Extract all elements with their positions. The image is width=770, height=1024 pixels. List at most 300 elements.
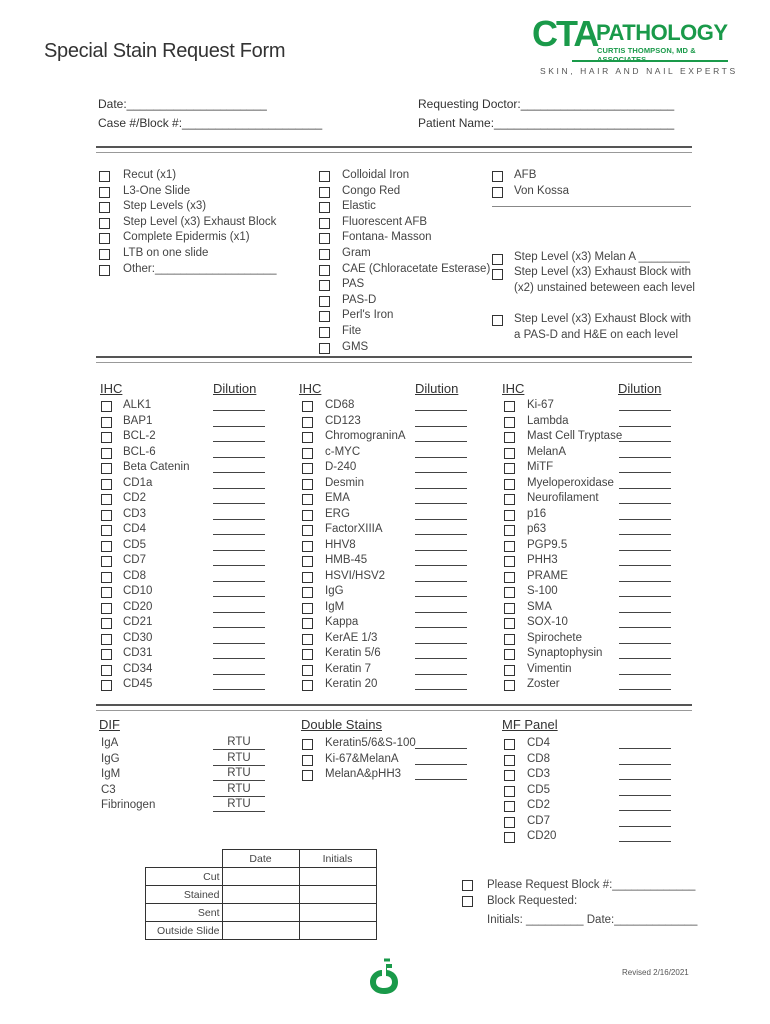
double-stain-checkbox[interactable] [302,755,313,766]
ihc-checkbox[interactable] [302,525,313,536]
stain-checkbox[interactable] [319,249,330,260]
dif-label: IgA [101,737,119,749]
stain-checkbox[interactable] [319,311,330,322]
stain-checkbox[interactable] [99,233,110,244]
stain-checkbox[interactable] [319,280,330,291]
dilution-blank[interactable] [619,658,671,659]
ihc-label: CD123 [325,414,361,427]
ihc-checkbox[interactable] [302,618,313,629]
dilution-blank[interactable] [415,643,467,644]
stain-checkbox[interactable] [99,249,110,260]
step-level-label: a PAS-D and H&E on each level [514,329,679,341]
ihc-checkbox[interactable] [504,432,515,443]
ihc-label: CD20 [123,600,153,613]
tracking-cell[interactable] [222,868,299,886]
ihc-checkbox[interactable] [504,587,515,598]
ihc-label: CD31 [123,647,153,659]
ihc-label: p16 [527,507,547,520]
tracking-date-header: Date [222,850,299,868]
ihc-label: Beta Catenin [123,461,190,473]
ihc-label: Spirochete [527,631,582,644]
requesting-doctor-field[interactable]: Requesting Doctor:_______________________ [418,97,675,111]
ihc-label: Keratin 5/6 [325,647,381,659]
ihc-label: Lambda [527,414,569,427]
dilution-blank[interactable] [415,565,467,566]
block-requested-label: Block Requested: [487,895,578,907]
ihc-label: PHH3 [527,554,558,566]
please-request-block-label: Please Request Block #:_____________ [487,879,696,891]
ihc-checkbox[interactable] [504,463,515,474]
date-field[interactable]: Date:_____________________ [98,97,267,111]
ihc-checkbox[interactable] [504,603,515,614]
double-stain-checkbox[interactable] [302,739,313,750]
dilution-blank[interactable] [415,519,467,520]
ihc-checkbox[interactable] [101,417,112,428]
dif-label: IgM [101,768,121,780]
mf-panel-label: CD5 [527,783,551,796]
mf-panel-checkbox[interactable] [504,817,515,828]
ihc-label: CD4 [123,523,147,535]
dilution-blank[interactable] [415,689,467,690]
dilution-blank[interactable] [619,810,671,811]
stain-label: Other:___________________ [123,262,277,275]
mf-panel-checkbox[interactable] [504,786,515,797]
dif-label: C3 [101,783,116,796]
dilution-blank[interactable] [415,472,467,473]
ihc-checkbox[interactable] [302,541,313,552]
tracking-cell[interactable] [299,868,376,886]
dilution-blank[interactable] [213,503,265,504]
ihc-label: c-MYC [325,445,361,458]
dilution-blank[interactable] [415,426,467,427]
dif-rtu-value: RTU [213,736,265,750]
stain-label: Elastic [342,200,376,213]
mf-panel-label: CD2 [527,799,551,811]
tracking-row-label: Cut [146,868,223,886]
dilution-blank[interactable] [619,426,671,427]
logo-mark: CTA [532,13,598,54]
stain-checkbox[interactable] [319,265,330,276]
dilution-blank[interactable] [213,674,265,675]
ihc-checkbox[interactable] [504,417,515,428]
dilution-blank[interactable] [619,596,671,597]
dilution-blank[interactable] [213,534,265,535]
dilution-blank[interactable] [213,627,265,628]
step-level-exhaust-checkbox[interactable] [492,269,503,280]
step-level-label: Step Level (x3) Melan A ________ [514,251,690,263]
dilution-header: Dilution [415,381,459,396]
dilution-blank[interactable] [213,612,265,613]
dif-rtu-value: RTU [213,752,265,766]
stain-label: Fite [342,325,362,337]
tracking-initials-header: Initials [299,850,376,868]
ihc-checkbox[interactable] [504,665,515,676]
patient-name-field[interactable]: Patient Name:___________________________ [418,116,675,130]
ihc-label: CD2 [123,492,147,504]
stain-label: Colloidal Iron [342,169,410,181]
dilution-blank[interactable] [213,426,265,427]
mf-panel-label: CD20 [527,830,557,842]
ihc-checkbox[interactable] [504,541,515,552]
ihc-label: BAP1 [123,414,153,427]
ihc-label: Desmin [325,476,364,489]
step-level-pasd-checkbox[interactable] [492,315,503,326]
tracking-cell[interactable] [299,886,376,904]
ihc-header: IHC [100,381,123,396]
section-divider [96,146,692,153]
dif-label: IgG [101,752,120,765]
dilution-blank[interactable] [619,612,671,613]
revised-date: Revised 2/16/2021 [622,968,689,977]
tracking-cell[interactable] [299,922,376,940]
stain-checkbox[interactable] [319,218,330,229]
ihc-label: FactorXIIIA [325,523,383,535]
ihc-checkbox[interactable] [504,649,515,660]
dilution-blank[interactable] [619,441,671,442]
dilution-blank[interactable] [213,472,265,473]
dilution-blank[interactable] [619,643,671,644]
ihc-checkbox[interactable] [504,618,515,629]
dilution-blank[interactable] [619,674,671,675]
dilution-blank[interactable] [213,488,265,489]
dilution-blank[interactable] [415,441,467,442]
ihc-checkbox[interactable] [302,448,313,459]
ihc-checkbox[interactable] [302,479,313,490]
ihc-label: IgM [325,600,345,613]
double-stain-label: MelanA&pHH3 [325,768,402,780]
ihc-checkbox[interactable] [101,634,112,645]
tracking-row-label: Stained [146,886,223,904]
stain-label: L3-One Slide [123,184,191,197]
section-divider [96,356,692,363]
ihc-checkbox[interactable] [302,463,313,474]
stain-checkbox[interactable] [319,343,330,354]
dilution-blank[interactable] [619,457,671,458]
ihc-checkbox[interactable] [101,680,112,691]
ihc-label: SOX-10 [527,616,568,628]
ihc-label: MelanA [527,445,566,458]
mf-panel-label: CD8 [527,752,551,765]
dilution-blank[interactable] [415,748,467,749]
dilution-blank[interactable] [415,764,467,765]
cta-hook-icon [364,958,404,998]
ihc-label: HMB-45 [325,554,368,566]
stain-label: Gram [342,247,371,259]
dilution-blank[interactable] [415,581,467,582]
mf-panel-label: CD4 [527,737,551,749]
stains-col3-divider [492,206,691,207]
dilution-blank[interactable] [213,689,265,690]
ihc-label: CD10 [123,585,153,597]
tracking-cell[interactable] [222,886,299,904]
dif-rtu-value: RTU [213,783,265,797]
dilution-blank[interactable] [415,627,467,628]
logo-subtitle: CURTIS THOMPSON, MD & [597,46,696,55]
dilution-blank[interactable] [415,457,467,458]
please-request-block-checkbox[interactable] [462,880,473,891]
ihc-checkbox[interactable] [302,432,313,443]
ihc-label: CD7 [123,554,147,566]
ihc-label: CD1a [123,476,153,489]
dilution-blank[interactable] [213,643,265,644]
stain-checkbox[interactable] [319,202,330,213]
section-divider [96,704,692,711]
stain-label: Congo Red [342,184,401,197]
ihc-label: EMA [325,492,350,504]
ihc-label: Neurofilament [527,492,599,504]
dilution-blank[interactable] [619,534,671,535]
dilution-blank[interactable] [619,550,671,551]
ihc-label: CD3 [123,507,147,520]
stain-label: Step Levels (x3) [123,200,207,213]
ihc-label: SMA [527,600,552,613]
dilution-blank[interactable] [619,488,671,489]
tracking-cell[interactable] [222,922,299,940]
tracking-cell[interactable] [222,904,299,922]
logo-name: PATHOLOGY [596,20,728,45]
logo-tagline: SKIN, HAIR AND NAIL EXPERTS [540,66,738,76]
ihc-checkbox[interactable] [504,556,515,567]
ihc-checkbox[interactable] [101,510,112,521]
dif-rtu-value: RTU [213,798,265,812]
case-block-field[interactable]: Case #/Block #:_____________________ [98,116,323,130]
double-stain-label: Keratin5/6&S-100 [325,737,416,749]
dilution-blank[interactable] [415,503,467,504]
dilution-blank[interactable] [213,550,265,551]
form-title: Special Stain Request Form [44,40,286,62]
ihc-label: Keratin 7 [325,662,372,675]
ihc-checkbox[interactable] [302,510,313,521]
ihc-label: MiTF [527,461,554,473]
stain-label: LTB on one slide [123,247,209,259]
mf-panel-checkbox[interactable] [504,755,515,766]
ihc-checkbox[interactable] [302,401,313,412]
ihc-checkbox[interactable] [101,572,112,583]
dilution-blank[interactable] [415,410,467,411]
ihc-label: D-240 [325,461,357,473]
dilution-blank[interactable] [213,596,265,597]
ihc-label: ALK1 [123,399,152,411]
dilution-blank[interactable] [415,612,467,613]
dilution-blank[interactable] [619,519,671,520]
ihc-label: PGP9.5 [527,538,568,551]
dilution-blank[interactable] [415,658,467,659]
dilution-blank[interactable] [213,565,265,566]
stain-checkbox[interactable] [99,202,110,213]
stain-checkbox[interactable] [99,171,110,182]
ihc-label: CD68 [325,399,355,411]
ihc-checkbox[interactable] [504,510,515,521]
logo-divider [572,60,728,62]
ihc-checkbox[interactable] [504,680,515,691]
ihc-label: IgG [325,585,344,597]
ihc-checkbox[interactable] [101,432,112,443]
ihc-checkbox[interactable] [101,665,112,676]
tracking-row-label: Sent [146,904,223,922]
tracking-cell[interactable] [299,904,376,922]
block-requested-checkbox[interactable] [462,896,473,907]
ihc-checkbox[interactable] [302,587,313,598]
ihc-checkbox[interactable] [101,401,112,412]
dilution-blank[interactable] [415,674,467,675]
ihc-checkbox[interactable] [101,525,112,536]
ihc-label: CD30 [123,631,153,644]
ihc-checkbox[interactable] [302,634,313,645]
stain-label: PAS-D [342,293,377,306]
dilution-blank[interactable] [619,410,671,411]
double-stain-label: Ki-67&MelanA [325,752,399,765]
ihc-checkbox[interactable] [101,649,112,660]
stain-label: CAE (Chloracetate Esterase) [342,262,491,275]
ihc-label: HSVI/HSV2 [325,569,386,582]
mf-panel-label: CD7 [527,814,551,827]
dilution-blank[interactable] [619,779,671,780]
dilution-blank[interactable] [619,565,671,566]
ihc-checkbox[interactable] [101,463,112,474]
ihc-checkbox[interactable] [302,680,313,691]
stain-label: PAS [342,278,365,291]
ihc-checkbox[interactable] [302,572,313,583]
ihc-label: CD5 [123,538,147,551]
cta-pathology-logo [532,13,738,82]
ihc-label: CD8 [123,569,147,582]
mf-panel-checkbox[interactable] [504,770,515,781]
ihc-checkbox[interactable] [101,541,112,552]
mf-panel-checkbox[interactable] [504,801,515,812]
ihc-label: Myeloperoxidase [527,476,614,489]
ihc-label: Vimentin [527,662,572,675]
dilution-blank[interactable] [619,581,671,582]
ihc-checkbox[interactable] [302,494,313,505]
ihc-checkbox[interactable] [302,649,313,660]
ihc-checkbox[interactable] [101,618,112,629]
dilution-header: Dilution [618,381,662,396]
stain-checkbox[interactable] [319,187,330,198]
ihc-checkbox[interactable] [504,634,515,645]
stain-checkbox[interactable] [319,327,330,338]
stain-checkbox[interactable] [319,171,330,182]
stain-label: Perl's Iron [342,309,394,322]
stain-checkbox[interactable] [99,265,110,276]
ihc-label: Zoster [527,678,560,690]
ihc-label: Mast Cell Tryptase [527,430,623,442]
stain-label: Fluorescent AFB [342,215,428,228]
ihc-label: CD34 [123,662,153,675]
dilution-blank[interactable] [619,472,671,473]
tracking-table [145,849,377,940]
ihc-checkbox[interactable] [101,494,112,505]
double-stain-checkbox[interactable] [302,770,313,781]
mf-panel-label: CD3 [527,768,551,780]
stain-checkbox[interactable] [492,171,503,182]
stain-label: Fontana- Masson [342,231,432,244]
ihc-label: S-100 [527,585,558,597]
dilution-blank[interactable] [619,689,671,690]
dilution-blank[interactable] [213,581,265,582]
ihc-header: IHC [299,381,322,396]
dilution-blank[interactable] [619,826,671,827]
ihc-label: ERG [325,507,350,520]
ihc-checkbox[interactable] [101,603,112,614]
dilution-blank[interactable] [213,519,265,520]
dif-label: Fibrinogen [101,799,156,811]
stain-label: Von Kossa [514,184,569,197]
ihc-label: Ki-67 [527,399,554,411]
ihc-checkbox[interactable] [504,401,515,412]
ihc-checkbox[interactable] [504,479,515,490]
dilution-blank[interactable] [415,534,467,535]
stain-label: GMS [342,340,369,353]
tracking-row-label: Outside Slide [146,922,223,940]
ihc-checkbox[interactable] [302,556,313,567]
ihc-label: Synaptophysin [527,647,603,659]
dilution-blank[interactable] [619,841,671,842]
step-level-melan-a-checkbox[interactable] [492,254,503,265]
ihc-label: BCL-6 [123,445,156,458]
dilution-blank[interactable] [619,795,671,796]
stain-label: AFB [514,169,537,181]
ihc-label: ChromograninA [325,430,406,442]
ihc-checkbox[interactable] [302,417,313,428]
ihc-checkbox[interactable] [302,665,313,676]
ihc-label: HHV8 [325,538,356,551]
ihc-label: Keratin 20 [325,678,378,690]
ihc-checkbox[interactable] [504,572,515,583]
dilution-blank[interactable] [213,658,265,659]
dilution-blank[interactable] [213,441,265,442]
ihc-label: Kappa [325,616,359,628]
stain-checkbox[interactable] [319,296,330,307]
stain-checkbox[interactable] [99,218,110,229]
ihc-checkbox[interactable] [504,525,515,536]
mf-panel-checkbox[interactable] [504,739,515,750]
dilution-blank[interactable] [619,627,671,628]
stain-checkbox[interactable] [319,233,330,244]
mf-panel-checkbox[interactable] [504,832,515,843]
stain-checkbox[interactable] [492,187,503,198]
dilution-blank[interactable] [619,503,671,504]
dilution-blank[interactable] [619,748,671,749]
dilution-blank[interactable] [213,410,265,411]
step-level-label: (x2) unstained beteween each level [514,282,695,294]
ihc-header: IHC [502,381,525,396]
ihc-checkbox[interactable] [101,479,112,490]
step-level-label: Step Level (x3) Exhaust Block with [514,266,692,278]
stain-label: Recut (x1) [123,169,177,181]
ihc-label: BCL-2 [123,430,156,442]
dilution-blank[interactable] [213,457,265,458]
ihc-checkbox[interactable] [101,556,112,567]
ihc-label: KerAE 1/3 [325,631,378,644]
ihc-checkbox[interactable] [504,448,515,459]
dif-header: DIF [99,717,120,732]
mf-panel-header: MF Panel [502,717,558,732]
initials-date-field[interactable]: Initials: _________ Date:_____________ [487,914,698,926]
dilution-blank[interactable] [415,488,467,489]
stain-label: Complete Epidermis (x1) [123,231,250,244]
ihc-label: CD45 [123,678,153,690]
dilution-blank[interactable] [619,764,671,765]
dilution-blank[interactable] [415,596,467,597]
ihc-checkbox[interactable] [101,448,112,459]
ihc-checkbox[interactable] [101,587,112,598]
ihc-checkbox[interactable] [302,603,313,614]
stain-checkbox[interactable] [99,187,110,198]
ihc-checkbox[interactable] [504,494,515,505]
dilution-blank[interactable] [415,550,467,551]
ihc-label: PRAME [527,569,568,582]
dilution-blank[interactable] [415,779,467,780]
